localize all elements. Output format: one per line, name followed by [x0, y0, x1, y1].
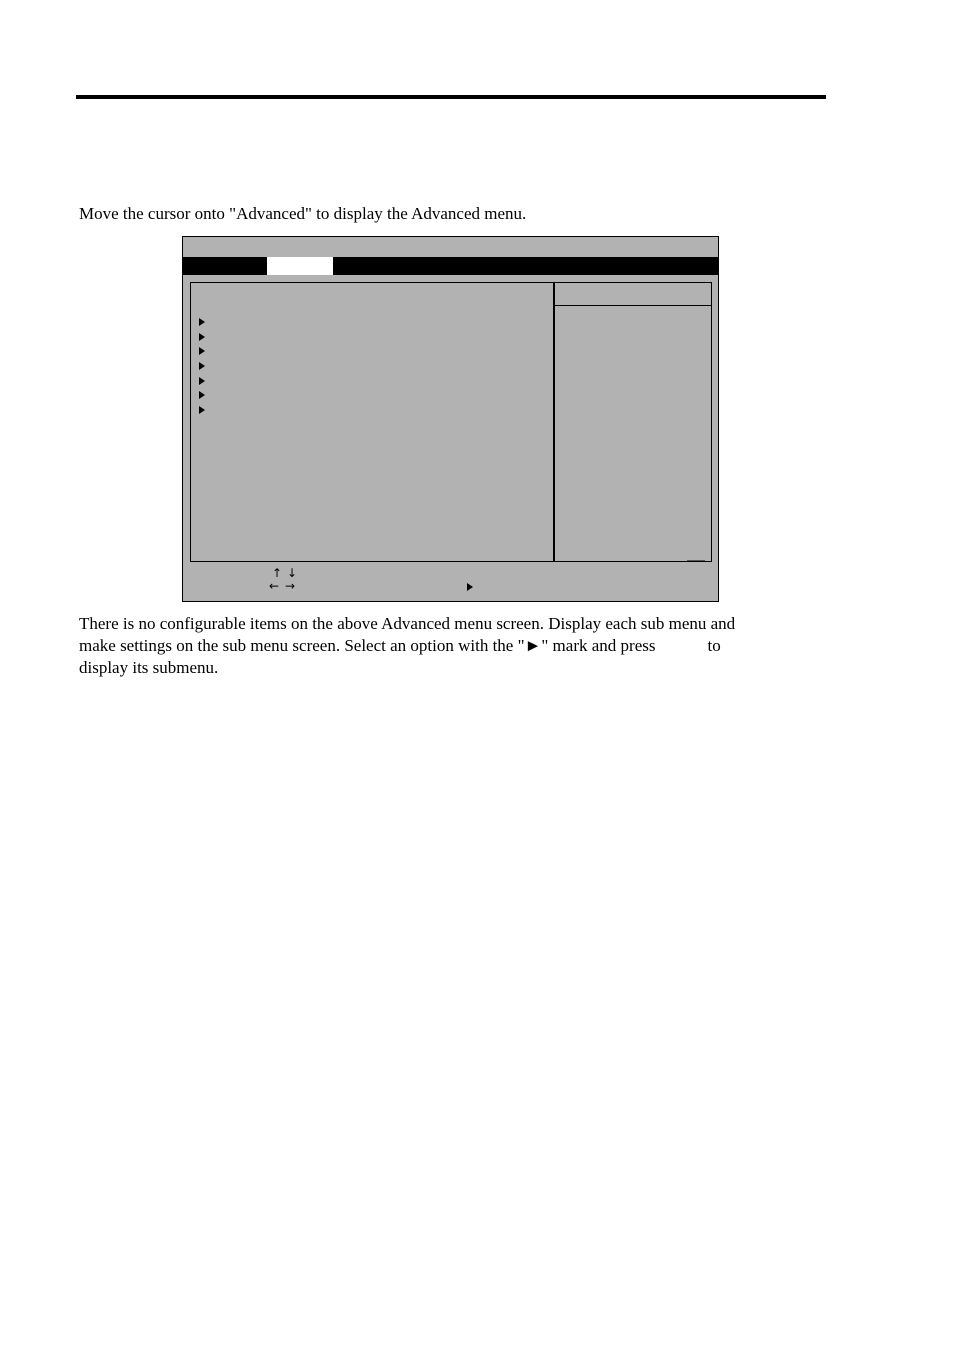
description-line-part: make settings on the sub menu screen. Select an option with the "►" mark and press: [79, 636, 656, 655]
description-line: [79, 635, 809, 657]
help-scroll-mark: [687, 560, 705, 561]
help-divider: [555, 305, 711, 306]
right-triangle-icon: [199, 362, 205, 370]
description-line-part: to: [707, 636, 721, 655]
right-triangle-icon: [199, 347, 205, 355]
right-triangle-icon: [199, 391, 205, 399]
right-arrow-icon: →: [285, 579, 296, 593]
navigation-keys-legend: [269, 565, 309, 595]
up-arrow-icon: ↑: [272, 566, 283, 580]
right-triangle-icon: [199, 377, 205, 385]
bios-menu-bar: [183, 257, 718, 275]
right-triangle-icon: [199, 406, 205, 414]
description-line: There is no configurable items on the above Advanced menu screen. Display each sub menu and: [79, 614, 736, 633]
bios-setup-screen: [182, 236, 719, 602]
right-triangle-icon: [199, 318, 205, 326]
header-rule: [76, 95, 826, 99]
bios-main-panel: [190, 282, 554, 562]
intro-text: Move the cursor onto "Advanced" to display the Advanced menu.: [79, 204, 527, 223]
description-paragraph: [79, 613, 809, 679]
down-arrow-icon: ↓: [287, 566, 298, 580]
description-line: display its submenu.: [79, 658, 219, 677]
right-triangle-icon: [199, 333, 205, 341]
left-arrow-icon: ←: [269, 579, 280, 593]
select-submenu-icon: [467, 583, 473, 591]
tab-advanced[interactable]: [267, 257, 333, 275]
item-specific-help-panel: [554, 282, 712, 562]
